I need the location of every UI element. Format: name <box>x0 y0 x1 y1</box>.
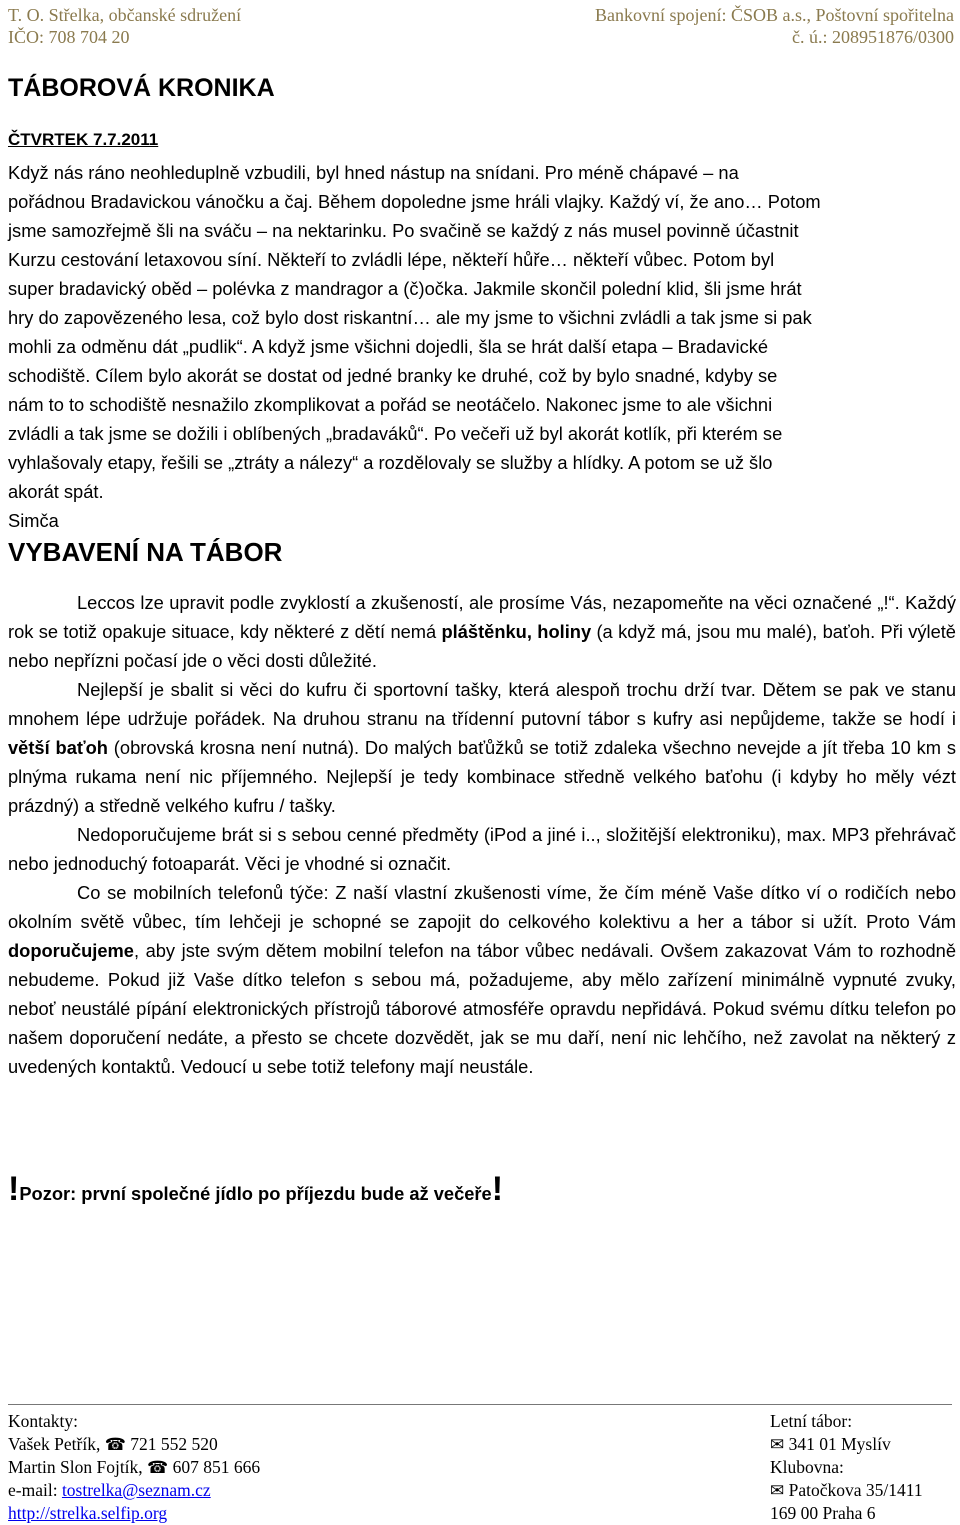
chronicle-line: vyhlašovaly etapy, řešili se „ztráty a nálezy“ a rozdělovaly se služby a hlídky. A potom se už šlo <box>8 452 773 473</box>
org-name: T. O. Střelka, občanské sdružení <box>8 5 242 25</box>
footer-contacts <box>8 1410 260 1525</box>
chronicle-line: nám to to schodiště nesnažilo zkomplikovat a pořád se neotáčelo. Nakonec jsme to ale všichni <box>8 394 773 415</box>
boots-emphasis: holiny <box>537 621 592 642</box>
equipment-paragraph-2: Nejlepší je sbalit si věci do kufru či sportovní tašky, která alespoň trochu drží tvar. Dětem se pak ve stanu mnohem lépe udržuje pořádek. Na druhou stranu na třídenní putovní tábor s kufry asi nepůjdeme, takže se hodí i větší baťoh (obrovská krosna není nutná). Do malých baťůžků se totiž zdaleka všechno nevejde a jít třeba 10 km s plnýma rukama není nic příjemného. Nejlepší je tedy kombinace středně velkého baťohu (i kdyby ho měly vézt prázdný) a středně velkého kufru / tašky. <box>8 679 956 816</box>
chronicle-line: Když nás ráno neohleduplně vzbudili, byl hned nástup na snídani. Pro méně chápavé – na <box>8 162 739 183</box>
equipment-paragraph-1: Leccos lze upravit podle zvyklostí a zkušeností, ale prosíme Vás, nezapomeňte na věci označené „!“. Každý rok se totiž opakuje situace, kdy některé z dětí nemá pláštěnku, holiny (a když má, jsou mu malé), baťoh. Při výletě nebo nepřízni počasí jde o věci dosti důležité. <box>8 592 956 671</box>
raincoat-emphasis: pláštěnku, <box>441 621 532 642</box>
chronicle-line: Kurzu cestování letaxovou síní. Někteří to zvládli lépe, někteří hůře… někteří vůbec. Potom byl <box>8 249 775 270</box>
equipment-paragraph-3: Nedoporučujeme brát si s sebou cenné předměty (iPod a jiné i.., složitější elektroniku), max. MP3 přehrávač nebo jednoduchý fotoaparát. Věci je vhodné si označit. <box>8 824 956 874</box>
mail-icon: ✉ <box>770 1435 785 1454</box>
equipment-title: VYBAVENÍ NA TÁBOR <box>8 537 283 567</box>
club-label: Klubovna: <box>770 1457 844 1477</box>
website-line <box>8 1502 260 1525</box>
chronicle-line: zvládli a tak jsme se dožili i oblíbených „bradaváků“. Po večeři už byl akorát kotlík, při kterém se <box>8 423 783 444</box>
camp-address: ✉ 341 01 Myslív <box>770 1434 891 1454</box>
club-street: ✉ Patočkova 35/1411 <box>770 1480 923 1500</box>
backpack-emphasis: větší baťoh <box>8 737 108 758</box>
email-link[interactable]: tostrelka@seznam.cz <box>61 1480 211 1500</box>
chronicle-line: akorát spát. <box>8 481 104 502</box>
chronicle-line: pořádnou Bradavickou vánočku a čaj. Během dopoledne jsme hráli vlajky. Každý ví, že ano… Potom <box>8 191 821 212</box>
chronicle-line: schodiště. Cílem bylo akorát se dostat od jedné branky ke druhé, což by bylo snadné, kdyby se <box>8 365 778 386</box>
equipment-paragraph-4: Co se mobilních telefonů týče: Z naší vlastní zkušenosti víme, že čím méně Vaše dítko ví o rodičích nebo okolním světě vůbec, tím lehčeji je schopné se zapojit do celkového kolektivu a her a tábor si užít. Proto Vám doporučujeme, aby jste svým dětem mobilní telefon na tábor vůbec nedávali. Ovšem zakazovat Vám to rozhodně nebudeme. Pokud již Vaše dítko telefon s sebou má, požadujeme, aby mělo zařízení minimálně vypnuté zvuky, neboť neustálé pípání elektronických přístrojů táborové atmosféře opravdu nepřidává. Pokud svému dítku telefon po našem doporučení nedáte, a přesto se chcete dozvědět, jak se mu daří, není nic lehčího, než zavolat na některý z uvedených kontaktů. Vedoucí u sebe totiž telefony mají neustále. <box>8 882 956 1077</box>
exclamation-icon: ! <box>8 1170 20 1208</box>
footer-addresses <box>770 1410 923 1525</box>
phone-icon: ☎ <box>104 1435 126 1454</box>
camp-label: Letní tábor: <box>770 1411 853 1431</box>
mail-icon: ✉ <box>770 1481 785 1500</box>
chronicle-text <box>8 158 956 535</box>
org-ico: IČO: 708 704 20 <box>8 27 130 47</box>
bank-connection: Bankovní spojení: ČSOB a.s., Poštovní spořitelna <box>594 5 954 25</box>
equipment-text <box>8 588 956 1081</box>
contact-line: Martin Slon Fojtík, ☎ 607 851 666 <box>8 1457 261 1477</box>
chronicle-title: TÁBOROVÁ KRONIKA <box>8 74 275 102</box>
chronicle-line: jsme samozřejmě šli na sváču – na nektarinku. Po svačině se každý z nás musel povinně účastnit <box>8 220 799 241</box>
club-city: 169 00 Praha 6 <box>770 1503 876 1523</box>
chronicle-line: super bradavický oběd – polévka z mandragor a (č)očka. Jakmile skončil polední klid, šli jsme hrát <box>8 278 802 299</box>
phone-icon: ☎ <box>147 1458 169 1477</box>
footer-divider <box>8 1404 952 1405</box>
signature: Simča <box>8 510 59 531</box>
exclamation-icon: ! <box>491 1170 504 1208</box>
website-link[interactable]: http://strelka.selfip.org <box>8 1503 168 1523</box>
contacts-label: Kontakty: <box>8 1411 78 1431</box>
chronicle-line: hry do zapovězeného lesa, což bylo dost riskantní… ale my jsme to všichni zvládli a tak jsme si pak <box>8 307 812 328</box>
email-line: e-mail: tostrelka@seznam.cz <box>8 1480 211 1500</box>
warning-note <box>8 1170 503 1209</box>
bank-account: č. ú.: 208951876/0300 <box>792 27 954 47</box>
warning-text: Pozor: první společné jídlo po příjezdu bude až večeře <box>19 1183 492 1204</box>
contact-line: Vašek Petřík, ☎ 721 552 520 <box>8 1434 218 1454</box>
recommend-emphasis: doporučujeme <box>8 940 134 961</box>
day-heading: ČTVRTEK 7.7.2011 <box>8 130 159 149</box>
chronicle-line: mohli za odměnu dát „pudlik“. A když jsme všichni dojedli, šla se hrát další etapa – Bradavické <box>8 336 769 357</box>
